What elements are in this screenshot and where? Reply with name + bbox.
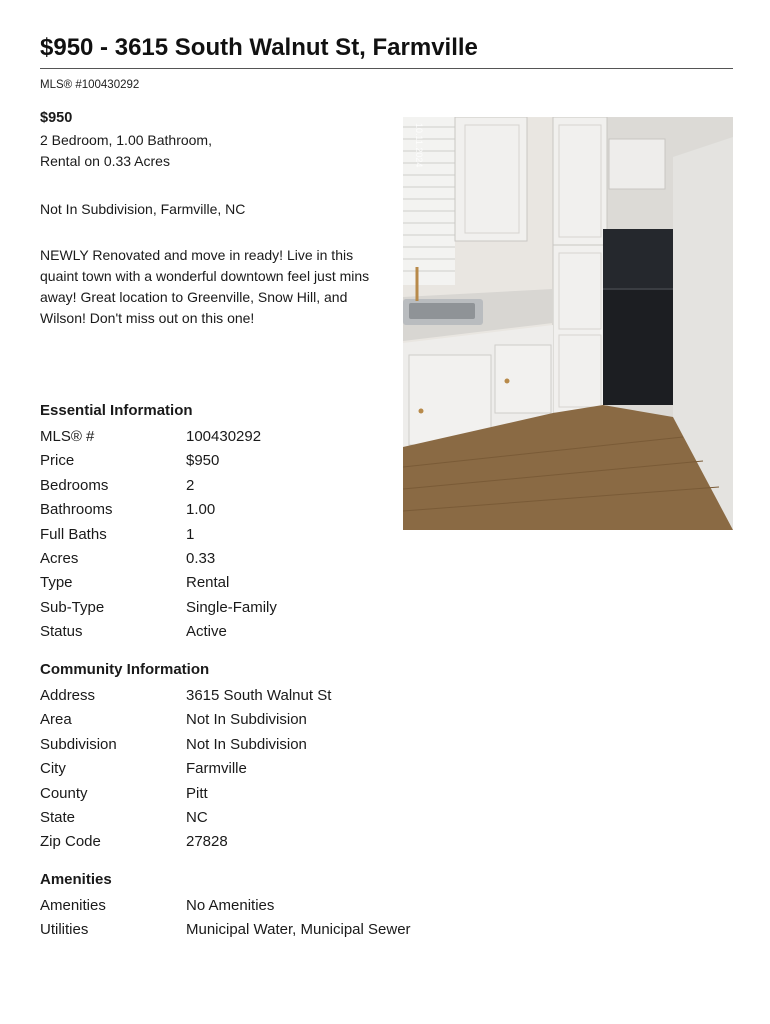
detail-label: Bedrooms [40, 476, 109, 494]
detail-label: MLS® # [40, 428, 95, 445]
detail-label: Price [40, 452, 75, 470]
kitchen-photo [403, 117, 733, 530]
listing-summary [40, 130, 380, 172]
detail-label: Status [40, 623, 83, 641]
detail-row [40, 809, 331, 833]
detail-label: County [40, 784, 88, 802]
listing-title: $950 - 3615 South Walnut St, Farmville [40, 34, 478, 61]
summary-line-acres: Rental on 0.33 Acres [40, 153, 170, 169]
detail-label: Full Baths [40, 525, 107, 543]
essential-info-table [40, 428, 277, 648]
detail-value: Farmville [186, 760, 247, 778]
detail-label: Area [40, 711, 72, 729]
detail-label: Bathrooms [40, 501, 113, 519]
detail-value: NC [186, 808, 208, 826]
essential-info-heading: Essential Information [40, 402, 193, 419]
title-divider [40, 68, 733, 69]
detail-row [40, 623, 277, 647]
detail-value: 2 [186, 476, 195, 494]
amenities-table [40, 897, 411, 946]
detail-row [40, 760, 331, 784]
detail-label: City [40, 760, 66, 778]
detail-row [40, 785, 331, 809]
detail-label: Utilities [40, 921, 89, 939]
detail-value: 100430292 [186, 428, 262, 445]
detail-label: Subdivision [40, 735, 117, 753]
detail-value: Rental [186, 574, 230, 592]
detail-row [40, 550, 277, 574]
detail-row [40, 736, 331, 760]
detail-value: 1 [186, 525, 195, 543]
detail-row [40, 452, 277, 476]
listing-description: NEWLY Renovated and move in ready! Live in this quaint town with a wonderful downtown feel just mins away! Great location to Greenville, Snow Hill, and Wilson! Don't miss out on this one! [40, 247, 370, 326]
mls-number: MLS® #100430292 [40, 79, 140, 91]
detail-value: Municipal Water, Municipal Sewer [186, 921, 411, 939]
detail-value: 27828 [186, 833, 228, 851]
subdivision-line: Not In Subdivision, Farmville, NC [40, 201, 246, 217]
detail-label: Address [40, 687, 96, 704]
community-info-table [40, 687, 331, 858]
detail-value: 1.00 [186, 501, 216, 519]
detail-label: State [40, 808, 76, 826]
detail-row [40, 921, 411, 945]
photo-date-stamp: 10.11.2024 [414, 123, 424, 168]
detail-label: Acres [40, 549, 79, 567]
detail-row [40, 428, 277, 452]
detail-label: Type [40, 574, 73, 592]
detail-row [40, 897, 411, 921]
detail-value: 0.33 [186, 549, 216, 567]
community-info-heading: Community Information [40, 661, 210, 678]
detail-row [40, 574, 277, 598]
detail-value: Not In Subdivision [186, 735, 307, 753]
detail-value: No Amenities [186, 897, 275, 914]
detail-row [40, 833, 331, 857]
detail-label: Amenities [40, 897, 106, 914]
detail-value: Pitt [186, 784, 208, 802]
detail-value: Active [186, 623, 227, 641]
detail-label: Sub-Type [40, 598, 105, 616]
listing-price: $950 [40, 110, 73, 126]
detail-row [40, 477, 277, 501]
detail-label: Zip Code [40, 833, 101, 851]
detail-value: 3615 South Walnut St [186, 687, 332, 704]
detail-row [40, 526, 277, 550]
detail-row [40, 599, 277, 623]
detail-row [40, 501, 277, 525]
detail-value: $950 [186, 452, 220, 470]
detail-value: Single-Family [186, 598, 277, 616]
amenities-heading: Amenities [40, 871, 112, 888]
detail-value: Not In Subdivision [186, 711, 307, 729]
detail-row [40, 687, 331, 711]
summary-line-beds-baths: 2 Bedroom, 1.00 Bathroom, [40, 132, 212, 148]
detail-row [40, 711, 331, 735]
